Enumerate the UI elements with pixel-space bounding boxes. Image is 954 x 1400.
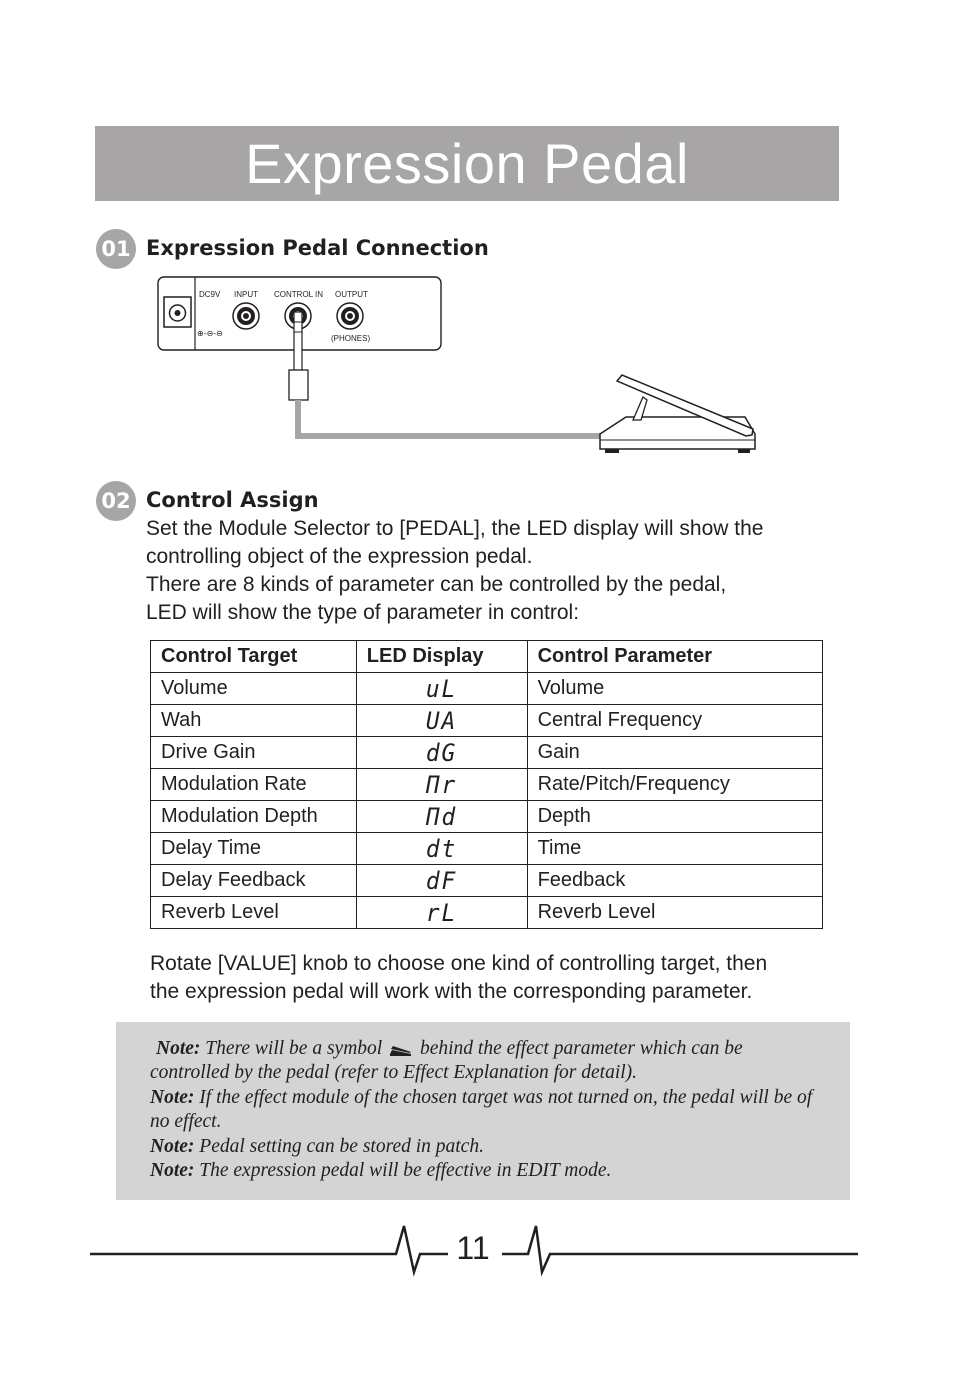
dc-label: DC9V bbox=[199, 290, 221, 299]
note-line: controlled by the pedal (refer to Effect Explanation for detail). bbox=[150, 1062, 638, 1083]
note-text: There will be a symbol bbox=[205, 1038, 383, 1059]
note-text: If the effect module of the chosen target was not turned on, the pedal will be of bbox=[199, 1087, 813, 1108]
control-parameter-cell: Time bbox=[527, 833, 822, 865]
control-target-cell: Volume bbox=[151, 673, 357, 705]
control-parameter-cell: Central Frequency bbox=[527, 705, 822, 737]
paragraph-line: the expression pedal will work with the corresponding parameter. bbox=[150, 980, 753, 1003]
led-display-cell bbox=[356, 865, 527, 897]
led-display-cell bbox=[356, 705, 527, 737]
cable bbox=[298, 400, 604, 436]
note-line bbox=[150, 1086, 812, 1110]
table-row bbox=[151, 705, 823, 737]
note-text: Pedal setting can be stored in patch. bbox=[199, 1136, 484, 1157]
section-number-badge: 01 bbox=[96, 229, 136, 269]
led-glyph: dF bbox=[426, 866, 458, 895]
phones-label: (PHONES) bbox=[331, 334, 371, 343]
led-glyph: rL bbox=[426, 898, 458, 927]
control-target-cell: Modulation Rate bbox=[151, 769, 357, 801]
note-label: Note: bbox=[150, 1160, 195, 1181]
led-glyph: dG bbox=[426, 738, 458, 767]
led-glyph: Πd bbox=[426, 802, 458, 831]
led-glyph: UA bbox=[426, 706, 458, 735]
control-target-cell: Wah bbox=[151, 705, 357, 737]
led-display-cell bbox=[356, 833, 527, 865]
table-row bbox=[151, 673, 823, 705]
column-header: Control Target bbox=[151, 641, 357, 673]
note-box bbox=[116, 1022, 850, 1200]
paragraph-line: LED will show the type of parameter in control: bbox=[146, 601, 580, 624]
control-parameter-cell: Rate/Pitch/Frequency bbox=[527, 769, 822, 801]
polarity-label: ⊕-⊖-⊖ bbox=[197, 329, 223, 338]
control-target-cell: Modulation Depth bbox=[151, 801, 357, 833]
control-parameter-cell: Feedback bbox=[527, 865, 822, 897]
led-display-cell bbox=[356, 737, 527, 769]
led-glyph: uL bbox=[426, 674, 458, 703]
led-glyph: dt bbox=[426, 834, 458, 863]
led-display-cell bbox=[356, 897, 527, 929]
table-row bbox=[151, 865, 823, 897]
paragraph-line: Rotate [VALUE] knob to choose one kind of controlling target, then bbox=[150, 952, 768, 975]
section-title: Control Assign bbox=[146, 488, 319, 512]
led-display-cell bbox=[356, 769, 527, 801]
control-in-label: CONTROL IN bbox=[274, 290, 324, 299]
input-label: INPUT bbox=[234, 290, 258, 299]
led-display-cell bbox=[356, 801, 527, 833]
note-line bbox=[150, 1135, 484, 1159]
expression-pedal-icon bbox=[600, 375, 755, 453]
led-display-cell bbox=[356, 673, 527, 705]
note-label: Note: bbox=[150, 1087, 195, 1108]
note-text: behind the effect parameter which can be bbox=[419, 1038, 743, 1059]
note-line bbox=[150, 1159, 611, 1183]
control-target-cell: Reverb Level bbox=[151, 897, 357, 929]
control-parameter-cell: Gain bbox=[527, 737, 822, 769]
table-row bbox=[151, 769, 823, 801]
output-label: OUTPUT bbox=[335, 290, 368, 299]
control-parameter-cell: Volume bbox=[527, 673, 822, 705]
note-label: Note: bbox=[156, 1038, 201, 1059]
output-jack bbox=[337, 303, 363, 329]
led-glyph: Πr bbox=[426, 770, 458, 799]
table-header-row bbox=[151, 641, 823, 673]
table-row bbox=[151, 801, 823, 833]
section-title: Expression Pedal Connection bbox=[146, 236, 489, 260]
note-line: no effect. bbox=[150, 1111, 222, 1132]
paragraph-line: Set the Module Selector to [PEDAL], the LED display will show the bbox=[146, 517, 764, 540]
control-target-cell: Delay Feedback bbox=[151, 865, 357, 897]
connection-diagram bbox=[155, 272, 765, 462]
page-number: 11 bbox=[456, 1230, 490, 1266]
page-title: Expression Pedal bbox=[95, 126, 839, 201]
note-label: Note: bbox=[150, 1136, 195, 1157]
control-parameter-cell: Reverb Level bbox=[527, 897, 822, 929]
table-row bbox=[151, 833, 823, 865]
paragraph-line: There are 8 kinds of parameter can be controlled by the pedal, bbox=[146, 573, 727, 596]
note-line bbox=[156, 1037, 743, 1061]
column-header: LED Display bbox=[356, 641, 527, 673]
pedal-symbol-icon bbox=[389, 1043, 413, 1057]
control-parameter-cell: Depth bbox=[527, 801, 822, 833]
column-header: Control Parameter bbox=[527, 641, 822, 673]
control-target-cell: Delay Time bbox=[151, 833, 357, 865]
control-target-cell: Drive Gain bbox=[151, 737, 357, 769]
table-row bbox=[151, 737, 823, 769]
note-text: The expression pedal will be effective in EDIT mode. bbox=[199, 1160, 612, 1181]
paragraph-line: controlling object of the expression pedal. bbox=[146, 545, 533, 568]
section-number-badge: 02 bbox=[96, 481, 136, 521]
control-assign-table bbox=[150, 640, 823, 929]
input-jack bbox=[233, 303, 259, 329]
table-row bbox=[151, 897, 823, 929]
